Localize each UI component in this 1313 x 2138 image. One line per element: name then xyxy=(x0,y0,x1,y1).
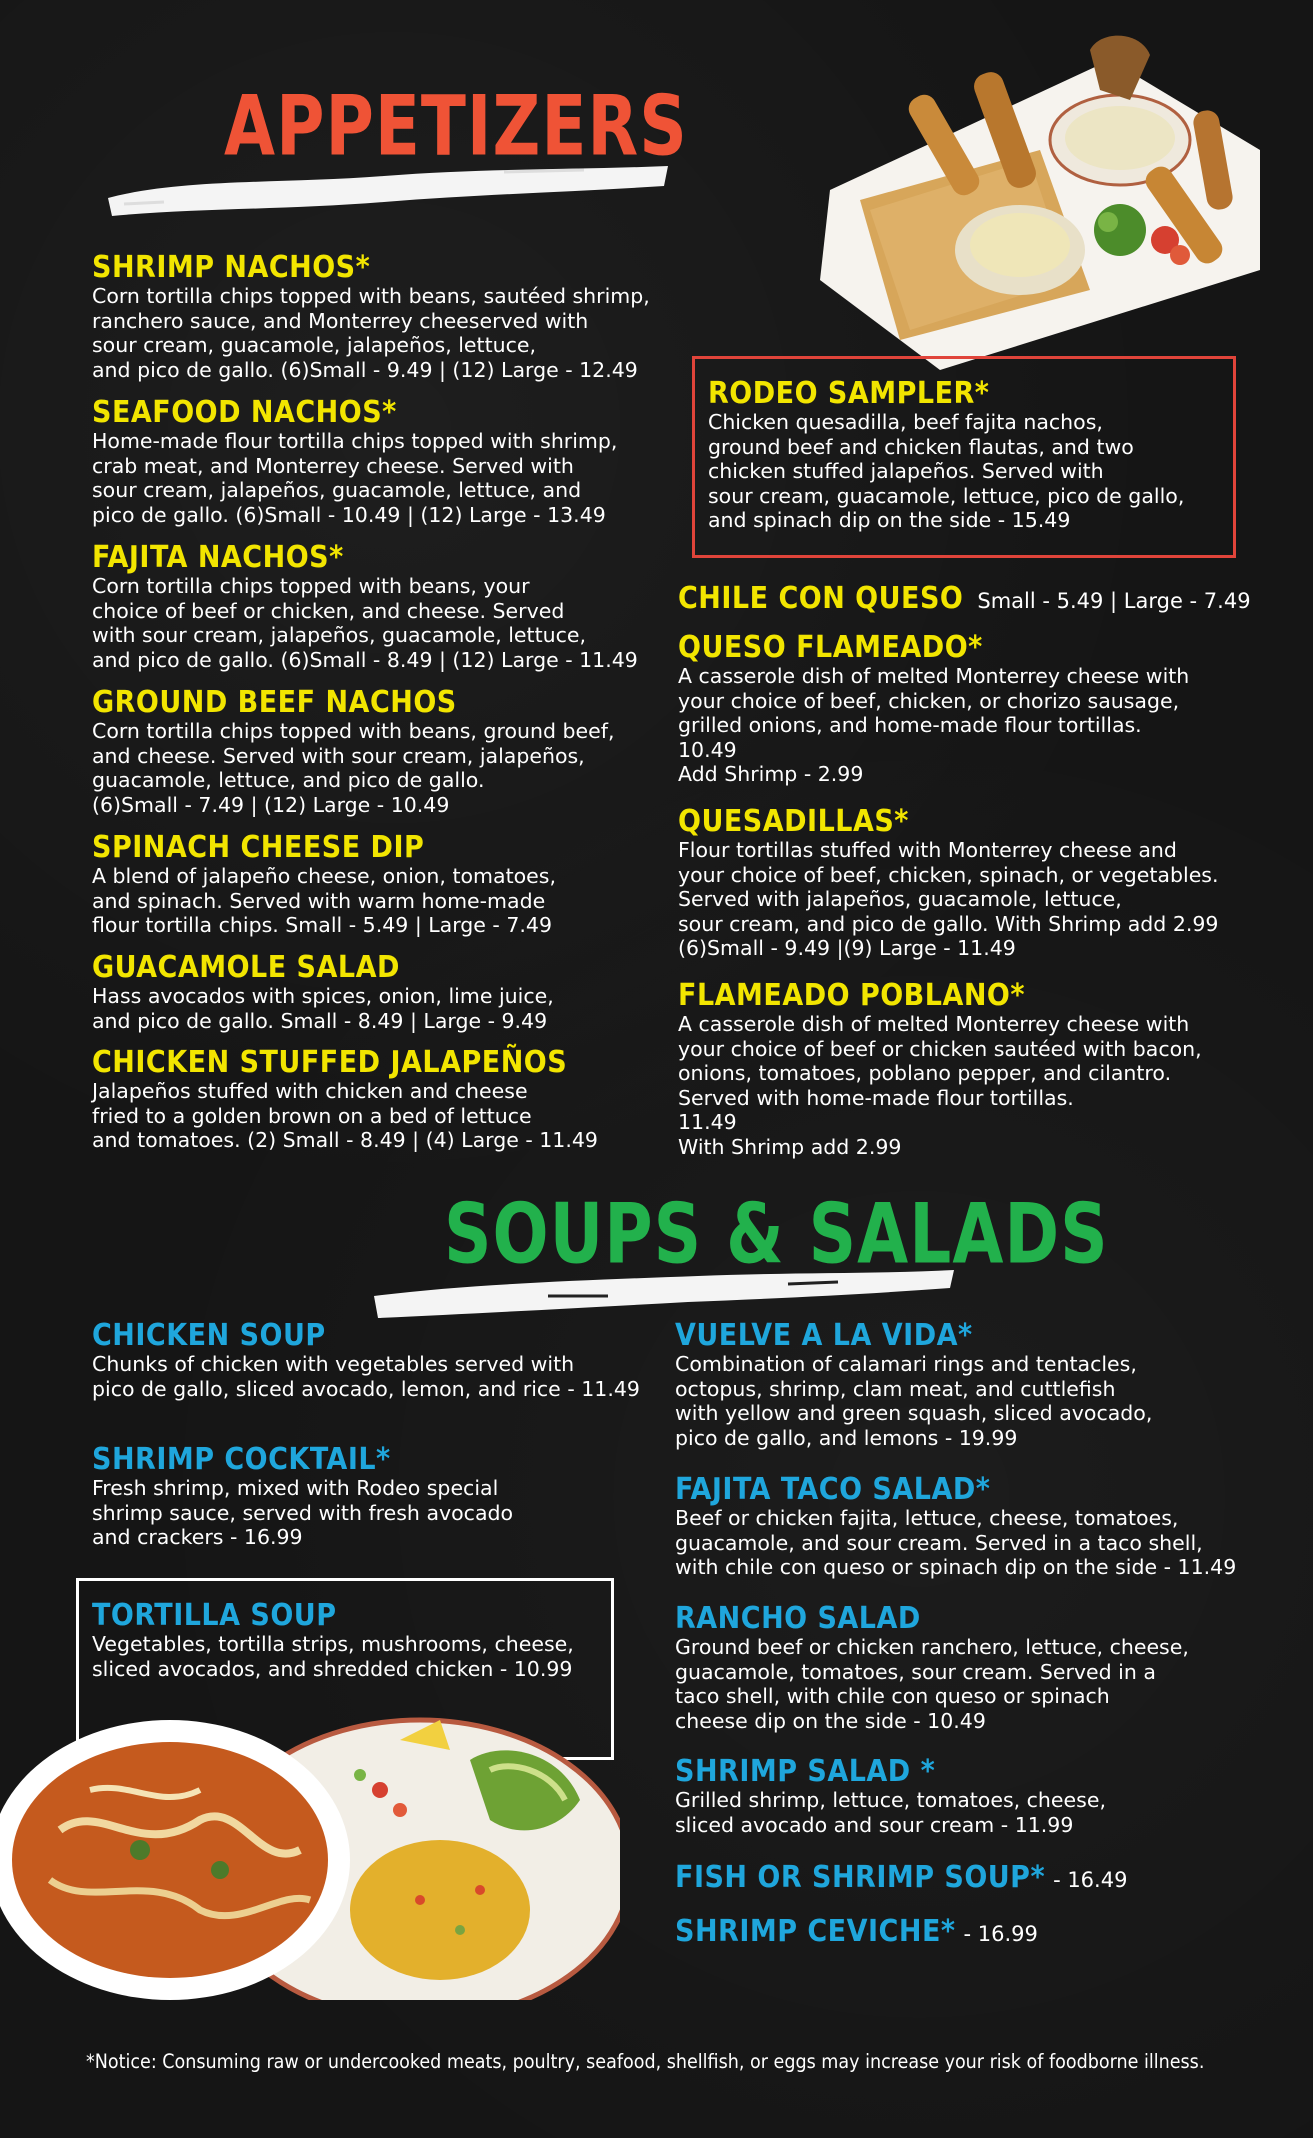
item-name: SEAFOOD NACHOS* xyxy=(92,395,397,430)
menu-item-seafood-nachos xyxy=(92,397,617,527)
menu-item-fajita-taco-salad xyxy=(675,1474,1236,1580)
item-name: QUESADILLAS* xyxy=(678,804,909,839)
item-name: QUESO FLAMEADO* xyxy=(678,630,983,665)
item-description: Grilled shrimp, lettuce, tomatoes, cheese, sliced avocado and sour cream - 11.99 xyxy=(675,1788,1106,1837)
menu-item-shrimp-nachos xyxy=(92,252,650,382)
item-description: Corn tortilla chips topped with beans, sautéed shrimp, ranchero sauce, and Monterrey cheeserved with sour cream, guacamole, jalapeños, lettuce, and pico de gallo. (6)Small - 9.49 | (12) Large - 12.49 xyxy=(92,284,650,382)
soups-salads-title: SOUPS & SALADS xyxy=(444,1186,1109,1283)
item-description: A casserole dish of melted Monterrey cheese with your choice of beef or chicken sautéed with bacon, onions, tomatoes, poblano pepper, and cilantro. Served with home-made flour tortillas. 11.49 With Shrimp add 2.99 xyxy=(678,1012,1202,1159)
item-description: A casserole dish of melted Monterrey cheese with your choice of beef, chicken, or chorizo sausage, grilled onions, and home-made flour tortillas. 10.49 Add Shrimp - 2.99 xyxy=(678,664,1190,786)
item-name: SHRIMP COCKTAIL* xyxy=(92,1442,391,1477)
item-name: FISH OR SHRIMP SOUP* xyxy=(675,1860,1046,1895)
appetizer-platter-photo xyxy=(790,30,1270,370)
menu-item-queso-flameado xyxy=(678,632,1189,787)
item-price: - 16.49 xyxy=(1053,1868,1128,1892)
item-name: CHILE CON QUESO xyxy=(678,581,964,616)
item-description: Ground beef or chicken ranchero, lettuce, cheese, guacamole, tomatoes, sour cream. Served in a taco shell, with chile con queso or spinach cheese dip on the side - 10.49 xyxy=(675,1635,1189,1733)
menu-item-tortilla-soup xyxy=(92,1600,574,1681)
item-name: SHRIMP SALAD * xyxy=(675,1754,936,1789)
item-price: - 16.99 xyxy=(963,1922,1038,1946)
item-name: VUELVE A LA VIDA* xyxy=(675,1318,973,1353)
item-description: Chicken quesadilla, beef fajita nachos, ground beef and chicken flautas, and two chicken stuffed jalapeños. Served with sour cream, guacamole, lettuce, pico de gallo, and spinach dip on the side - 15.49 xyxy=(708,410,1185,532)
item-name: SHRIMP NACHOS* xyxy=(92,250,371,285)
item-name: RODEO SAMPLER* xyxy=(708,376,990,411)
menu-item-fish-shrimp-soup xyxy=(675,1862,1127,1894)
menu-item-shrimp-ceviche xyxy=(675,1916,1038,1948)
item-price: Small - 5.49 | Large - 7.49 xyxy=(977,589,1251,613)
menu-item-flameado-poblano xyxy=(678,980,1202,1159)
item-name: SHRIMP CEVICHE* xyxy=(675,1914,956,1949)
foodborne-illness-notice: *Notice: Consuming raw or undercooked meats, poultry, seafood, shellfish, or eggs may increase your risk of foodborne illness. xyxy=(86,2050,1205,2073)
menu-item-chicken-soup xyxy=(92,1320,640,1401)
item-description: A blend of jalapeño cheese, onion, tomatoes, and spinach. Served with warm home-made flour tortilla chips. Small - 5.49 | Large - 7.49 xyxy=(92,864,556,937)
menu-item-shrimp-cocktail xyxy=(92,1444,513,1550)
item-description: Hass avocados with spices, onion, lime juice, and pico de gallo. Small - 8.49 | Large - 9.49 xyxy=(92,984,554,1033)
menu-item-rodeo-sampler xyxy=(708,378,1184,533)
item-description: Fresh shrimp, mixed with Rodeo special shrimp sauce, served with fresh avocado and crackers - 16.99 xyxy=(92,1476,514,1549)
item-description: Jalapeños stuffed with chicken and cheese fried to a golden brown on a bed of lettuce and tomatoes. (2) Small - 8.49 | (4) Large - 11.49 xyxy=(92,1079,598,1152)
menu-item-guacamole-salad xyxy=(92,952,554,1033)
item-description: Flour tortillas stuffed with Monterrey cheese and your choice of beef, chicken, spinach, or vegetables. Served with jalapeños, guacamole, lettuce, sour cream, and pico de gallo. With Shrimp add 2.99 (6)Small - 9.49 |(9) Large - 11.49 xyxy=(678,838,1219,960)
menu-item-vuelve-a-la-vida xyxy=(675,1320,1152,1450)
menu-item-shrimp-salad xyxy=(675,1756,1106,1837)
item-description: Beef or chicken fajita, lettuce, cheese, tomatoes, guacamole, and sour cream. Served in a taco shell, with chile con queso or spinach dip on the side - 11.49 xyxy=(675,1506,1237,1579)
tortilla-soup-photo xyxy=(0,1680,620,2000)
item-description: Home-made flour tortilla chips topped with shrimp, crab meat, and Monterrey cheese. Served with sour cream, jalapeños, guacamole, lettuce, and pico de gallo. (6)Small - 10.49 | (12) Large - 13.49 xyxy=(92,429,618,527)
menu-item-rancho-salad xyxy=(675,1603,1189,1733)
item-name: TORTILLA SOUP xyxy=(92,1598,337,1633)
menu-item-fajita-nachos xyxy=(92,542,638,672)
item-name: CHICKEN SOUP xyxy=(92,1318,326,1353)
item-description: Combination of calamari rings and tentacles, octopus, shrimp, clam meat, and cuttlefish with yellow and green squash, sliced avocado, pico de gallo, and lemons - 19.99 xyxy=(675,1352,1153,1450)
item-name: FAJITA NACHOS* xyxy=(92,540,344,575)
menu-item-quesadillas xyxy=(678,806,1219,961)
menu-item-spinach-cheese-dip xyxy=(92,832,556,938)
item-name: GROUND BEEF NACHOS xyxy=(92,685,457,720)
item-description: Chunks of chicken with vegetables served with pico de gallo, sliced avocado, lemon, and rice - 11.49 xyxy=(92,1352,640,1401)
menu-item-chicken-stuffed-jalapenos xyxy=(92,1047,598,1153)
appetizers-title: APPETIZERS xyxy=(224,78,688,175)
menu-item-chile-con-queso xyxy=(678,583,1251,615)
item-description: Corn tortilla chips topped with beans, ground beef, and cheese. Served with sour cream, jalapeños, guacamole, lettuce, and pico de gallo. (6)Small - 7.49 | (12) Large - 10.49 xyxy=(92,719,615,817)
item-name: CHICKEN STUFFED JALAPEÑOS xyxy=(92,1045,568,1080)
item-name: FAJITA TACO SALAD* xyxy=(675,1472,991,1507)
item-name: FLAMEADO POBLANO* xyxy=(678,978,1025,1013)
item-name: RANCHO SALAD xyxy=(675,1601,921,1636)
item-name: GUACAMOLE SALAD xyxy=(92,950,400,985)
menu-item-ground-beef-nachos xyxy=(92,687,614,817)
item-name: SPINACH CHEESE DIP xyxy=(92,830,425,865)
item-description: Corn tortilla chips topped with beans, your choice of beef or chicken, and cheese. Served with sour cream, jalapeños, guacamole, lettuce, and pico de gallo. (6)Small - 8.49 | (12) Large - 11.49 xyxy=(92,574,638,672)
item-description: Vegetables, tortilla strips, mushrooms, cheese, sliced avocados, and shredded chicken - 10.99 xyxy=(92,1632,574,1681)
